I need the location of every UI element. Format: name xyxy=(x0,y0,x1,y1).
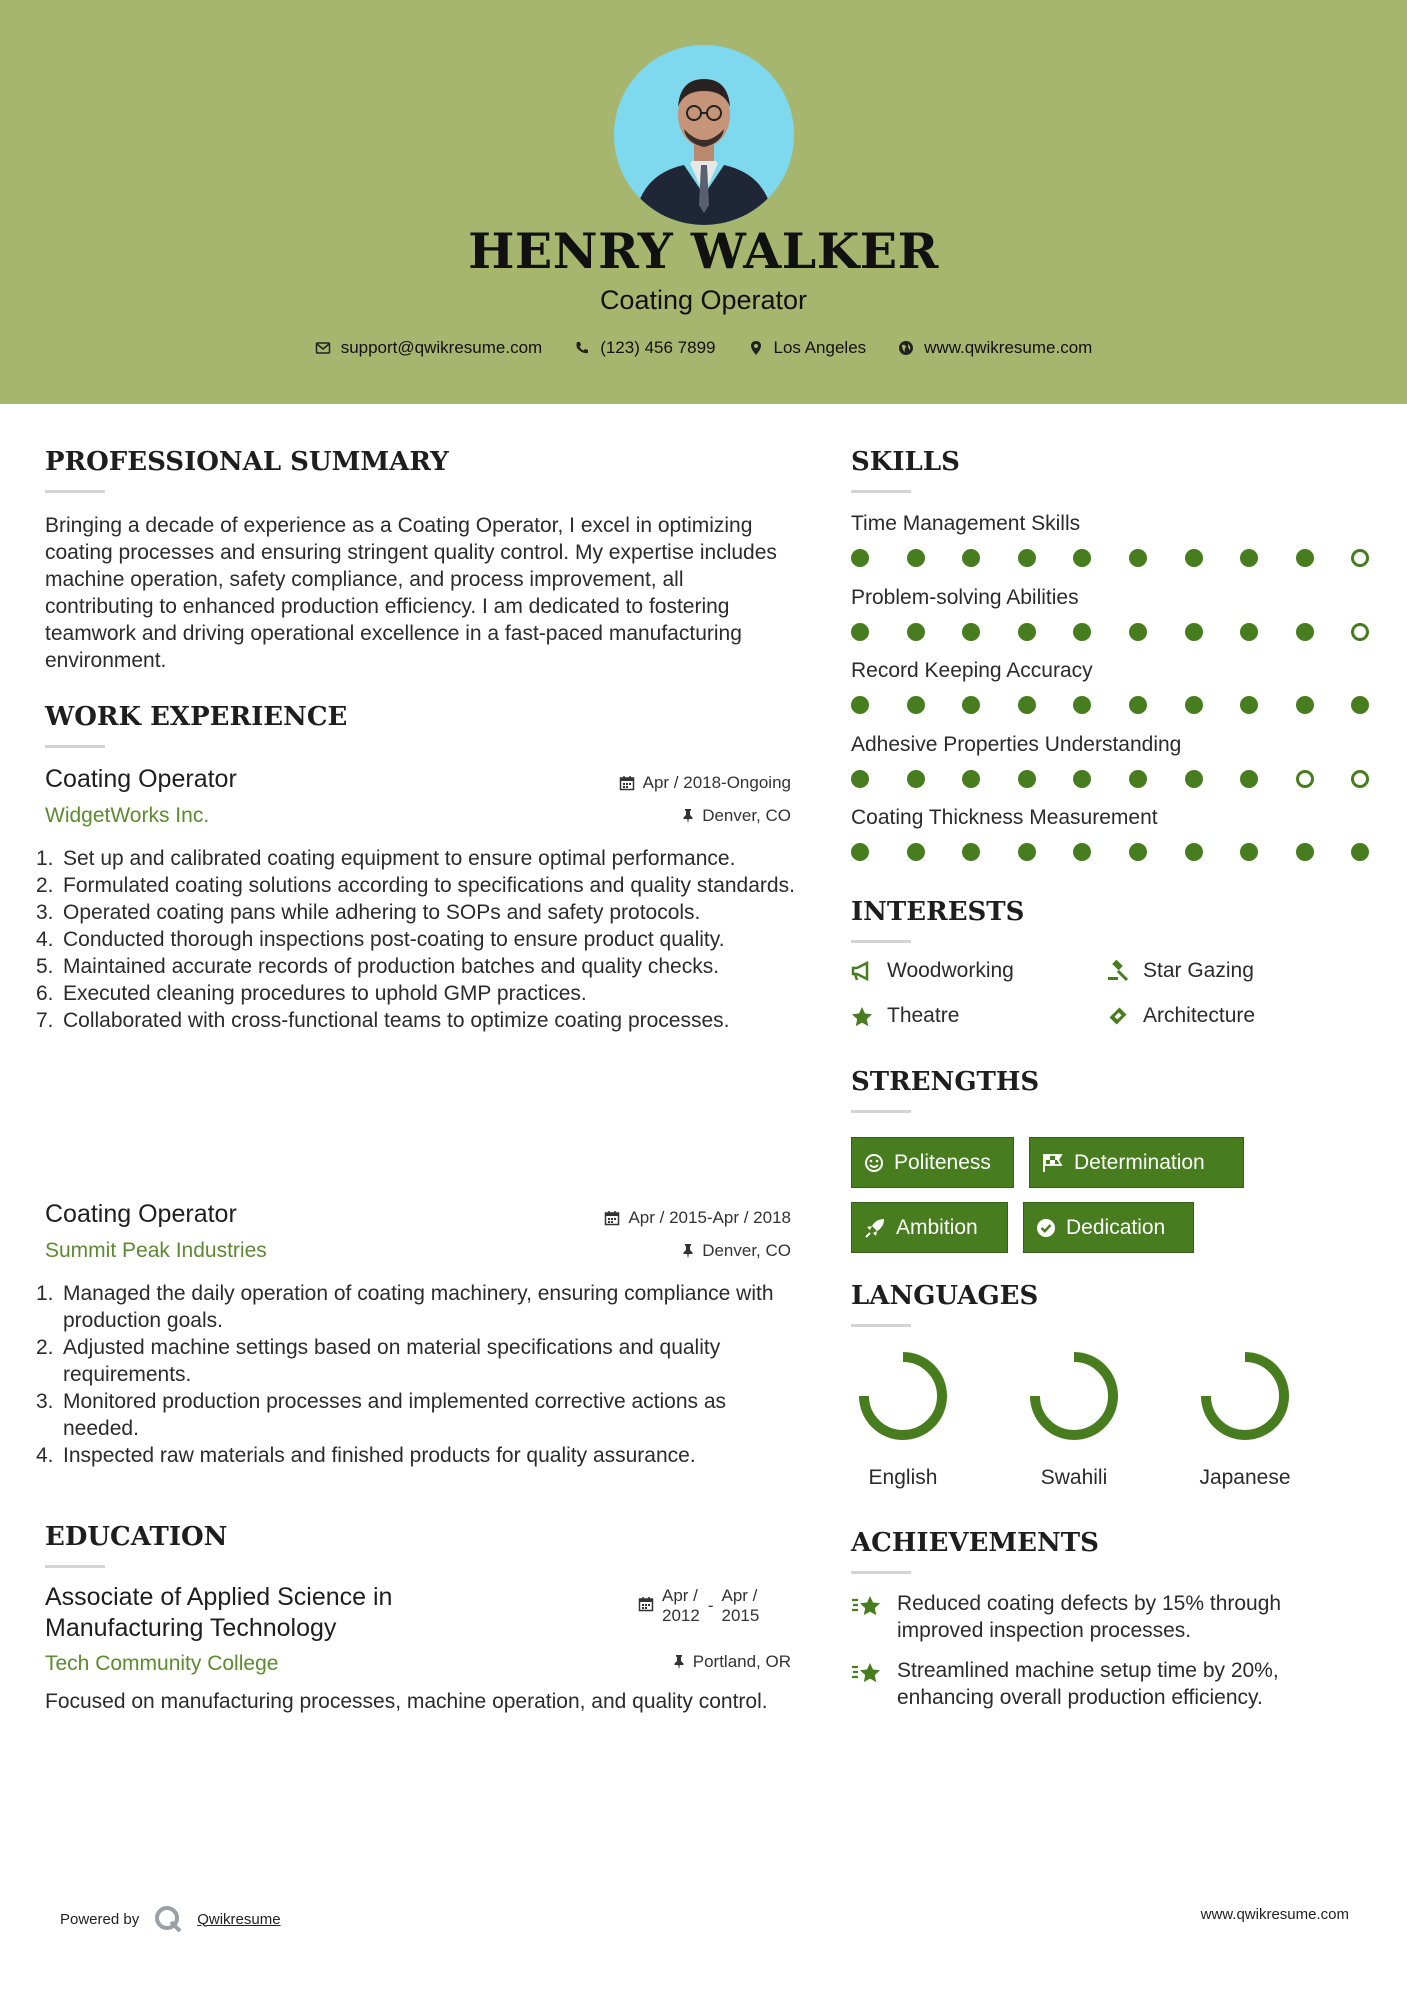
language-ring xyxy=(1195,1346,1295,1446)
pushpin-icon xyxy=(673,1654,685,1670)
skill-dot-filled xyxy=(1073,843,1091,861)
candidate-role: Coating Operator xyxy=(599,285,808,315)
shooting-star-icon xyxy=(851,1592,883,1620)
skill-dot-filled xyxy=(1073,696,1091,714)
skill-name: Time Management Skills xyxy=(851,512,1081,535)
bullhorn-icon xyxy=(851,961,873,981)
degree-line-1: Associate of Applied Science in xyxy=(45,1583,393,1611)
rocket-icon xyxy=(864,1217,886,1239)
skill-dot-empty xyxy=(1296,770,1314,788)
skill-dot-filled xyxy=(1129,696,1147,714)
job-dates xyxy=(491,773,791,793)
skill-dot-filled xyxy=(1296,549,1314,567)
contact-location xyxy=(748,338,867,358)
contact-email[interactable] xyxy=(315,338,543,358)
list-item: 1. Managed the daily operation of coating machinery, ensuring compliance with production goals. xyxy=(36,1282,774,1332)
job-duties-list xyxy=(36,1280,795,1469)
skill-dot-filled xyxy=(1296,843,1314,861)
list-item: 2. Adjusted machine settings based on material specifications and quality requirements. xyxy=(36,1336,721,1386)
list-item: 3. Monitored production processes and implemented corrective actions as needed. xyxy=(36,1390,727,1440)
calendar-icon xyxy=(638,1596,654,1612)
gavel-icon xyxy=(1107,960,1129,982)
languages-heading: LANGUAGES xyxy=(851,1281,1039,1311)
language-level-arc xyxy=(864,1357,942,1435)
skill-dot-filled xyxy=(851,843,869,861)
education-location-text: Portland, OR xyxy=(692,1652,791,1671)
education-heading: EDUCATION xyxy=(45,1522,228,1552)
skill-dot-filled xyxy=(1240,843,1258,861)
language-ring xyxy=(853,1346,953,1446)
skill-dot-filled xyxy=(1073,770,1091,788)
footer-website[interactable]: www.qwikresume.com xyxy=(1200,1906,1349,1923)
skill-dot-filled xyxy=(1129,843,1147,861)
degree-title xyxy=(45,1582,392,1644)
location-text: Los Angeles xyxy=(773,338,867,357)
job-title: Coating Operator xyxy=(45,765,237,793)
achievements-divider xyxy=(851,1571,911,1574)
star-icon xyxy=(851,1006,873,1027)
footer-branding xyxy=(60,1904,281,1934)
strength-label: Ambition xyxy=(896,1215,978,1239)
interests-heading: INTERESTS xyxy=(851,897,1025,927)
language-level-arc xyxy=(1035,1357,1113,1435)
skill-dot-filled xyxy=(1018,623,1036,641)
language-ring xyxy=(1024,1346,1124,1446)
summary-heading: PROFESSIONAL SUMMARY xyxy=(45,447,449,477)
interest-item xyxy=(851,959,1014,983)
job-location xyxy=(491,806,791,826)
language-name: Japanese xyxy=(1199,1466,1291,1489)
job-duties-list xyxy=(36,845,795,1034)
skill-dot-filled xyxy=(962,696,980,714)
skill-dot-filled xyxy=(1018,549,1036,567)
list-item: 4. Inspected raw materials and finished products for quality assurance. xyxy=(36,1444,696,1467)
job-title: Coating Operator xyxy=(45,1200,237,1228)
job-location-text: Denver, CO xyxy=(702,1241,791,1260)
job-dates-text: Apr / 2018-Ongoing xyxy=(642,773,791,792)
skill-dot-filled xyxy=(851,549,869,567)
skill-dot-filled xyxy=(1185,696,1203,714)
interest-item xyxy=(1107,1004,1255,1028)
list-item: 3. Operated coating pans while adhering to SOPs and safety protocols. xyxy=(36,901,701,924)
skill-dot-filled xyxy=(962,623,980,641)
strength-badge xyxy=(851,1202,1008,1253)
achievement-item xyxy=(851,1590,1281,1644)
company-name: WidgetWorks Inc. xyxy=(45,804,210,827)
education-description: Focused on manufacturing processes, machine operation, and quality control. xyxy=(45,1690,768,1713)
interest-label: Star Gazing xyxy=(1143,959,1254,982)
strength-badge xyxy=(1029,1137,1244,1188)
ticket-icon xyxy=(1107,1005,1129,1027)
smile-icon xyxy=(864,1153,884,1173)
candidate-name: HENRY WALKER xyxy=(468,222,939,280)
flag-icon xyxy=(1042,1153,1064,1173)
summary-divider xyxy=(45,490,105,493)
skill-dot-filled xyxy=(907,770,925,788)
job-dates-text: Apr / 2015-Apr / 2018 xyxy=(628,1208,791,1227)
map-pin-icon xyxy=(748,340,764,356)
strength-label: Politeness xyxy=(894,1150,991,1174)
company-name: Summit Peak Industries xyxy=(45,1239,267,1262)
list-item: 2. Formulated coating solutions according to specifications and quality standards. xyxy=(36,874,795,897)
job-dates xyxy=(491,1208,791,1228)
skill-dot-filled xyxy=(1240,770,1258,788)
school-name: Tech Community College xyxy=(45,1652,279,1675)
language-name: Swahili xyxy=(1040,1466,1108,1489)
job-location xyxy=(491,1241,791,1261)
strength-label: Determination xyxy=(1074,1150,1205,1174)
skill-dot-filled xyxy=(907,623,925,641)
contact-phone[interactable] xyxy=(574,338,715,358)
calendar-icon xyxy=(604,1210,620,1226)
shooting-star-icon xyxy=(851,1659,883,1687)
strengths-divider xyxy=(851,1110,911,1113)
envelope-icon xyxy=(315,340,331,356)
list-item: 4. Conducted thorough inspections post-coating to ensure product quality. xyxy=(36,928,725,951)
skill-dot-empty xyxy=(1351,549,1369,567)
achievement-line-1: Streamlined machine setup time by 20%, xyxy=(897,1659,1279,1682)
skill-dot-filled xyxy=(1185,623,1203,641)
website-text: www.qwikresume.com xyxy=(924,338,1093,357)
skill-dot-filled xyxy=(1351,843,1369,861)
skill-dot-filled xyxy=(907,843,925,861)
skill-dot-filled xyxy=(851,696,869,714)
experience-divider xyxy=(45,745,105,748)
pushpin-icon xyxy=(682,808,694,824)
date-separator: - xyxy=(707,1596,714,1615)
language-name: English xyxy=(868,1466,938,1489)
skill-dot-filled xyxy=(962,770,980,788)
interests-divider xyxy=(851,940,911,943)
skill-name: Adhesive Properties Understanding xyxy=(851,732,1182,756)
powered-by-text: Powered by xyxy=(60,1910,140,1928)
strength-label: Dedication xyxy=(1066,1215,1166,1239)
achievement-item xyxy=(851,1657,1279,1711)
job-location-text: Denver, CO xyxy=(702,806,791,825)
education-end: Apr / 2015 xyxy=(721,1586,760,1625)
list-item: 5. Maintained accurate records of production batches and quality checks. xyxy=(36,955,720,978)
languages-divider xyxy=(851,1324,911,1327)
interest-label: Theatre xyxy=(887,1004,960,1027)
skill-dot-filled xyxy=(1018,843,1036,861)
skill-dot-filled xyxy=(1351,696,1369,714)
skill-dot-filled xyxy=(1073,549,1091,567)
education-location xyxy=(491,1652,791,1672)
skills-heading: SKILLS xyxy=(851,447,960,477)
skill-dot-filled xyxy=(1240,623,1258,641)
skill-name: Record Keeping Accuracy xyxy=(851,659,1093,682)
education-dates xyxy=(638,1586,759,1626)
skill-name: Coating Thickness Measurement xyxy=(851,806,1158,829)
strength-badge xyxy=(1023,1202,1194,1253)
contact-website[interactable] xyxy=(898,338,1092,358)
contact-bar xyxy=(0,338,1407,358)
skill-name: Problem-solving Abilities xyxy=(851,585,1079,609)
skill-dot-filled xyxy=(1129,549,1147,567)
skill-dot-filled xyxy=(907,696,925,714)
skill-dot-filled xyxy=(851,623,869,641)
person-avatar-icon xyxy=(614,45,794,225)
resume-header xyxy=(0,0,1407,404)
profile-photo xyxy=(614,45,794,225)
list-item: 1. Set up and calibrated coating equipment to ensure optimal performance. xyxy=(36,847,736,870)
education-start: Apr / 2012 xyxy=(662,1586,700,1625)
strengths-heading: STRENGTHS xyxy=(851,1067,1040,1097)
skill-dot-filled xyxy=(1073,623,1091,641)
skill-dot-filled xyxy=(1185,843,1203,861)
skill-dot-filled xyxy=(1296,696,1314,714)
interest-item xyxy=(1107,959,1254,983)
skill-dot-filled xyxy=(1185,549,1203,567)
skill-dot-filled xyxy=(907,549,925,567)
achievement-line-2: improved inspection processes. xyxy=(897,1619,1192,1642)
achievement-line-2: enhancing overall production efficiency. xyxy=(897,1686,1263,1709)
skills-divider xyxy=(851,490,911,493)
summary-text: Bringing a decade of experience as a Coating Operator, I excel in optimizing coating processes and ensuring stringent quality control. My expertise includes machine operation, safety compliance, and process improvement, all contributing to enhanced production efficiency. I am dedicated to fostering teamwork and driving operational excellence in a fast-paced manufacturing environment. xyxy=(45,514,777,672)
skill-dot-filled xyxy=(1240,696,1258,714)
brand-link[interactable]: Qwikresume xyxy=(197,1910,281,1928)
skill-dot-empty xyxy=(1351,770,1369,788)
skill-dot-empty xyxy=(1351,623,1369,641)
pushpin-icon xyxy=(682,1243,694,1259)
achievements-heading: ACHIEVEMENTS xyxy=(851,1528,1099,1558)
strength-badge xyxy=(851,1137,1014,1188)
calendar-icon xyxy=(619,775,635,791)
email-text: support@qwikresume.com xyxy=(340,338,543,357)
qwikresume-logo-icon xyxy=(153,1904,183,1934)
skill-dot-filled xyxy=(962,549,980,567)
globe-icon xyxy=(898,340,914,356)
interest-label: Architecture xyxy=(1143,1004,1256,1027)
skill-dot-filled xyxy=(1185,770,1203,788)
skill-dot-filled xyxy=(1018,770,1036,788)
list-item: 6. Executed cleaning procedures to uphold GMP practices. xyxy=(36,982,587,1005)
skill-dot-filled xyxy=(1018,696,1036,714)
interest-item xyxy=(851,1004,959,1028)
interest-label: Woodworking xyxy=(887,959,1014,982)
skill-dot-filled xyxy=(1240,549,1258,567)
skill-dot-filled xyxy=(1129,623,1147,641)
degree-line-2: Manufacturing Technology xyxy=(45,1614,337,1642)
language-level-arc xyxy=(1206,1357,1284,1435)
experience-heading: WORK EXPERIENCE xyxy=(45,702,348,732)
skill-dot-filled xyxy=(851,770,869,788)
list-item: 7. Collaborated with cross-functional teams to optimize coating processes. xyxy=(36,1009,730,1032)
education-divider xyxy=(45,1565,105,1568)
skill-dot-filled xyxy=(1296,623,1314,641)
skill-dot-filled xyxy=(962,843,980,861)
check-circle-icon xyxy=(1036,1218,1056,1238)
phone-text: (123) 456 7899 xyxy=(600,338,716,357)
achievement-line-1: Reduced coating defects by 15% through xyxy=(897,1592,1282,1615)
skill-dot-filled xyxy=(1129,770,1147,788)
phone-icon xyxy=(574,340,590,356)
